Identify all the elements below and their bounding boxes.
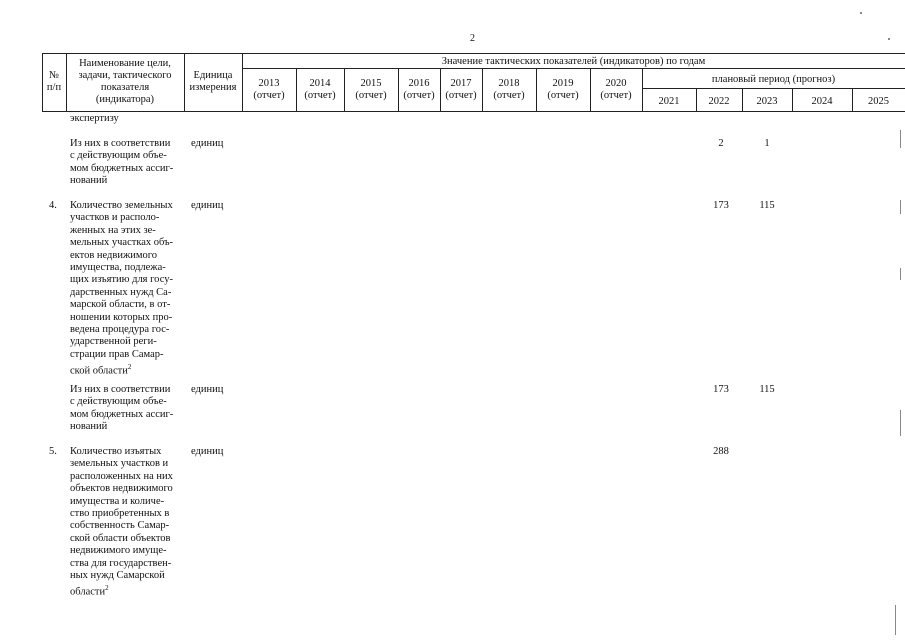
- row-2-unit: единиц: [191, 200, 224, 211]
- header-group-title: Значение тактических показателей (индикаторов) по годам: [441, 56, 706, 67]
- header-year-2021: 2021: [658, 96, 680, 107]
- header-year-2023: 2023: [756, 96, 778, 107]
- header-year-2024: 2024: [811, 96, 833, 107]
- header-year-2014: 2014 (отчет): [304, 78, 336, 101]
- header-col-unit: Единица измерения: [189, 70, 237, 93]
- row-3-value-2023: 115: [759, 384, 775, 395]
- row-0-name: экспертизу: [70, 113, 119, 124]
- header-top-line: [42, 53, 905, 54]
- row-1-name: Из них в соответствии с действующим объе- мом бюджетных ассиг- нований: [70, 138, 174, 187]
- scan-mark: [895, 605, 896, 635]
- row-4-num: 5.: [49, 446, 57, 457]
- row-2-value-2022: 173: [713, 200, 729, 211]
- row-1-value-2023: 1: [764, 138, 770, 149]
- row-4-value-2022: 288: [713, 446, 729, 457]
- header-col-name: Наименование цели, задачи, тактического показателя (индикатора): [78, 58, 172, 105]
- page-number: 2: [470, 33, 475, 44]
- header-year-2020: 2020 (отчет): [600, 78, 632, 101]
- scan-mark: [888, 38, 890, 40]
- header-year-2018: 2018 (отчет): [493, 78, 525, 101]
- group-title-underline: [242, 68, 905, 69]
- header-year-2025: 2025: [868, 96, 889, 107]
- row-3-unit: единиц: [191, 384, 224, 395]
- header-year-2015: 2015 (отчет): [355, 78, 387, 101]
- scan-mark: [860, 12, 862, 14]
- header-col-num: № п/п: [46, 70, 62, 93]
- scan-mark: [900, 410, 901, 436]
- row-2-footnote: 2: [127, 363, 132, 372]
- row-4-unit: единиц: [191, 446, 224, 457]
- header-year-2019: 2019 (отчет): [547, 78, 579, 101]
- row-2-value-2023: 115: [759, 200, 775, 211]
- row-4-name: Количество изъятых земельных участков и расположенных на них объектов недвижимого имущества и количе- ство приобретенных в собственность Самар- ской области объектов недвижимого имуще- ства для государствен- ных нужд Самарской области$^2$: [70, 446, 173, 598]
- scan-mark: [900, 130, 901, 148]
- row-1-unit: единиц: [191, 138, 224, 149]
- header-year-2016: 2016 (отчет): [403, 78, 435, 101]
- header-year-2013: 2013 (отчет): [253, 78, 285, 101]
- scan-mark: [900, 268, 901, 280]
- header-year-2017: 2017 (отчет): [445, 78, 477, 101]
- row-1-value-2022: 2: [718, 138, 724, 149]
- row-3-name: Из них в соответствии с действующим объе- мом бюджетных ассиг- нований: [70, 384, 174, 433]
- row-2-num: 4.: [49, 200, 57, 211]
- header-year-2022: 2022: [708, 96, 730, 107]
- row-4-footnote: 2: [105, 584, 109, 593]
- header-plan-title: плановый период (прогноз): [711, 74, 836, 85]
- header-bottom-line: [42, 111, 905, 112]
- plan-title-underline: [642, 88, 905, 89]
- row-3-value-2022: 173: [713, 384, 729, 395]
- scan-mark: [900, 200, 901, 214]
- row-2-name: Количество земельных участков и располо- женных на этих зе- мельных участках объ- ектов недвижимого имущества, подлежа- щих изъятию для госу- дарственных нужд Са- марской области, в от- ношении которых про- ведена процедура гос- ударственной реги- страции прав Самар- ской области$^2$: [70, 200, 174, 377]
